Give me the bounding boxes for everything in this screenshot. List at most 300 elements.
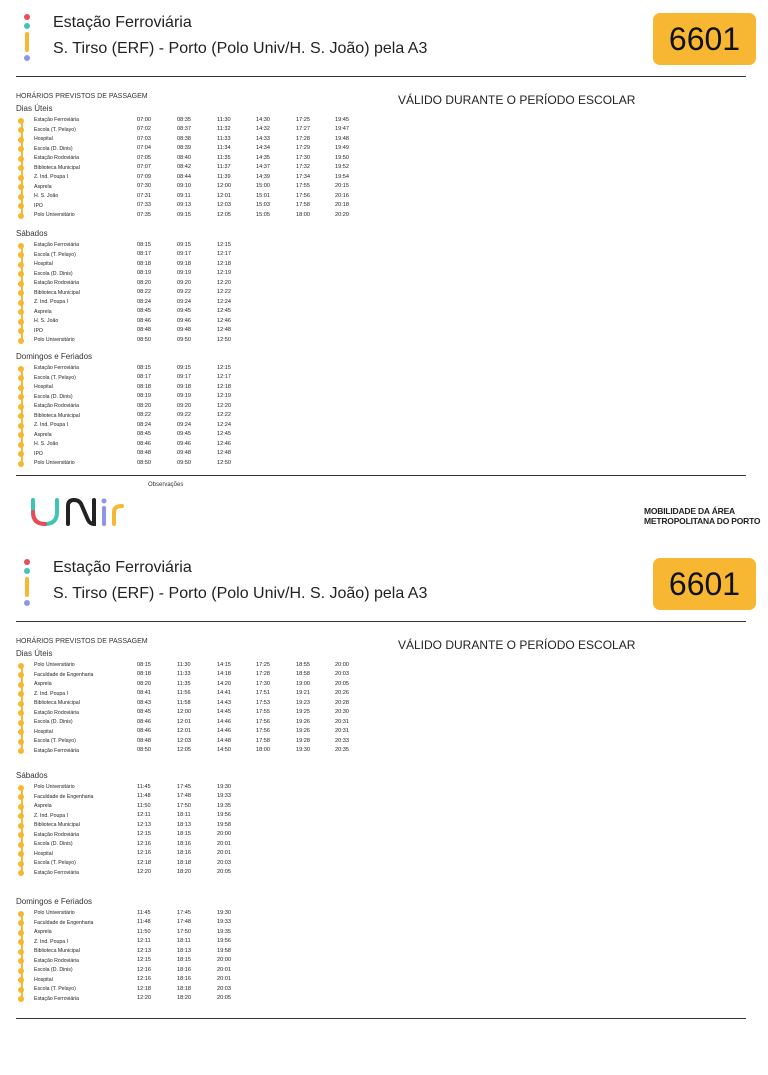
departure-time: 12:22 bbox=[217, 412, 231, 418]
schedule-row bbox=[16, 840, 416, 850]
departure-time: 12:19 bbox=[217, 270, 231, 276]
departure-time: 19:30 bbox=[296, 747, 310, 753]
stop-marker-icon bbox=[18, 842, 24, 848]
departure-time: 12:00 bbox=[217, 183, 231, 189]
section-domingos-feriados bbox=[16, 352, 416, 469]
departure-time: 14:45 bbox=[217, 709, 231, 715]
departure-time: 14:18 bbox=[217, 671, 231, 677]
departure-time: 19:00 bbox=[296, 680, 310, 687]
departure-time: 17:45 bbox=[177, 783, 191, 790]
departure-time: 17:48 bbox=[177, 919, 191, 925]
schedule-rows bbox=[16, 909, 416, 1004]
stop-marker-icon bbox=[18, 739, 24, 745]
stop-marker-icon bbox=[18, 720, 24, 726]
schedule-row bbox=[16, 909, 416, 919]
departure-time: 07:00 bbox=[137, 116, 151, 123]
departure-time: 14:20 bbox=[217, 680, 231, 687]
stop-marker-icon bbox=[18, 804, 24, 810]
departure-time: 20:05 bbox=[217, 995, 231, 1001]
stop-marker-icon bbox=[18, 785, 24, 791]
departure-time: 07:31 bbox=[137, 192, 151, 199]
route-line-logo-icon bbox=[22, 559, 32, 609]
departure-time: 14:15 bbox=[217, 661, 231, 668]
departure-time: 12:45 bbox=[217, 431, 231, 437]
stop-marker-icon bbox=[18, 461, 24, 467]
header-divider bbox=[16, 621, 746, 622]
departure-time: 17:50 bbox=[177, 802, 191, 809]
departure-time: 20:35 bbox=[335, 747, 349, 753]
schedule-row bbox=[16, 135, 416, 145]
departure-time: 12:24 bbox=[217, 421, 231, 428]
schedule-row bbox=[16, 661, 416, 671]
departure-time: 19:23 bbox=[296, 699, 310, 706]
departure-time: 12:13 bbox=[137, 947, 151, 954]
horarios-label: HORÁRIOS PREVISTOS DE PASSAGEM bbox=[16, 638, 148, 645]
departure-time: 17:50 bbox=[177, 928, 191, 935]
stop-marker-icon bbox=[18, 203, 24, 209]
departure-time: 19:28 bbox=[296, 737, 310, 744]
departure-time: 18:58 bbox=[296, 671, 310, 677]
departure-time: 08:48 bbox=[137, 327, 151, 333]
departure-time: 18:11 bbox=[177, 938, 191, 944]
departure-time: 12:03 bbox=[177, 737, 191, 744]
stop-name: Asprela bbox=[34, 929, 52, 935]
stop-title: Estação Ferroviária bbox=[53, 559, 192, 576]
departure-time: 17:25 bbox=[296, 116, 310, 123]
departure-time: 12:22 bbox=[217, 289, 231, 295]
stop-name: Biblioteca Municipal bbox=[34, 822, 80, 828]
departure-time: 08:42 bbox=[177, 164, 191, 170]
departure-time: 08:46 bbox=[137, 718, 151, 725]
stop-marker-icon bbox=[18, 949, 24, 955]
departure-time: 12:24 bbox=[217, 298, 231, 305]
departure-time: 19:26 bbox=[296, 728, 310, 734]
stop-name: Escola (T. Pelayo) bbox=[34, 126, 76, 133]
schedule-row bbox=[16, 821, 416, 831]
departure-time: 07:09 bbox=[137, 173, 151, 180]
departure-time: 17:56 bbox=[256, 718, 270, 725]
stop-marker-icon bbox=[18, 271, 24, 277]
departure-time: 20:15 bbox=[335, 183, 349, 189]
stop-name: Polo Universitário bbox=[34, 460, 75, 466]
schedule-row bbox=[16, 336, 416, 346]
stop-marker-icon bbox=[18, 968, 24, 974]
departure-time: 08:44 bbox=[177, 173, 191, 180]
departure-time: 20:20 bbox=[335, 211, 349, 218]
stop-name: Escola (T. Pelayo) bbox=[34, 251, 76, 258]
departure-time: 12:48 bbox=[217, 327, 231, 333]
stop-marker-icon bbox=[18, 165, 24, 171]
route-title: S. Tirso (ERF) - Porto (Polo Univ/H. S. João) pela A3 bbox=[53, 40, 428, 57]
departure-time: 20:03 bbox=[217, 859, 231, 866]
stop-marker-icon bbox=[18, 394, 24, 400]
section-dias-uteis bbox=[16, 104, 416, 221]
schedule-row bbox=[16, 440, 416, 450]
departure-time: 09:11 bbox=[177, 192, 191, 199]
departure-time: 20:26 bbox=[335, 690, 349, 696]
schedule-row bbox=[16, 116, 416, 126]
stop-marker-icon bbox=[18, 451, 24, 457]
departure-time: 18:16 bbox=[177, 976, 191, 982]
stop-name: Estação Ferroviária bbox=[34, 747, 79, 754]
departure-time: 17:56 bbox=[296, 192, 310, 199]
unir-logo bbox=[28, 492, 128, 537]
stop-marker-icon bbox=[18, 861, 24, 867]
departure-time: 08:20 bbox=[137, 680, 151, 687]
departure-time: 14:35 bbox=[256, 154, 270, 161]
departure-time: 09:15 bbox=[177, 364, 191, 371]
departure-time: 09:45 bbox=[177, 308, 191, 314]
schedule-row bbox=[16, 260, 416, 270]
departure-time: 09:46 bbox=[177, 317, 191, 324]
stop-marker-icon bbox=[18, 823, 24, 829]
departure-time: 18:11 bbox=[177, 812, 191, 818]
departure-time: 20:01 bbox=[217, 840, 231, 847]
schedule-row bbox=[16, 211, 416, 221]
departure-time: 20:01 bbox=[217, 966, 231, 973]
stop-marker-icon bbox=[18, 146, 24, 152]
departure-time: 12:15 bbox=[217, 364, 231, 371]
departure-time: 20:31 bbox=[335, 728, 349, 734]
stop-name: Asprela bbox=[34, 681, 52, 687]
schedule-row bbox=[16, 183, 416, 193]
departure-time: 08:48 bbox=[137, 450, 151, 456]
stop-name: Escola (T. Pelayo) bbox=[34, 374, 76, 381]
schedule-row bbox=[16, 450, 416, 460]
stop-marker-icon bbox=[18, 794, 24, 800]
departure-time: 11:30 bbox=[217, 116, 231, 123]
stop-marker-icon bbox=[18, 710, 24, 716]
departure-time: 12:50 bbox=[217, 336, 231, 343]
departure-time: 09:20 bbox=[177, 279, 191, 286]
departure-time: 19:58 bbox=[217, 821, 231, 828]
stop-name: Estação Rodoviária bbox=[34, 957, 79, 964]
departure-time: 07:02 bbox=[137, 126, 151, 132]
departure-time: 08:22 bbox=[137, 412, 151, 418]
departure-time: 17:30 bbox=[296, 154, 310, 161]
departure-time: 11:30 bbox=[177, 661, 191, 668]
departure-time: 08:40 bbox=[177, 154, 191, 161]
departure-time: 20:16 bbox=[335, 192, 349, 199]
departure-time: 17:34 bbox=[296, 173, 310, 180]
section-title: Domingos e Feriados bbox=[16, 897, 93, 906]
stop-name: Escola (D. Dinis) bbox=[34, 719, 73, 725]
departure-time: 12:16 bbox=[137, 976, 151, 982]
stop-marker-icon bbox=[18, 832, 24, 838]
stop-name: Hospital bbox=[34, 976, 53, 983]
departure-time: 17:25 bbox=[256, 661, 270, 668]
departure-time: 12:13 bbox=[137, 821, 151, 828]
stop-name: Z. Ind. Poupa I bbox=[34, 812, 69, 819]
departure-time: 18:18 bbox=[177, 985, 191, 992]
departure-time: 14:46 bbox=[217, 728, 231, 734]
departure-time: 07:30 bbox=[137, 183, 151, 189]
departure-time: 08:35 bbox=[177, 116, 191, 123]
departure-time: 20:33 bbox=[335, 737, 349, 744]
stop-marker-icon bbox=[18, 851, 24, 857]
departure-time: 14:48 bbox=[217, 737, 231, 744]
validity-label: VÁLIDO DURANTE O PERÍODO ESCOLAR bbox=[398, 93, 636, 107]
departure-time: 12:46 bbox=[217, 317, 231, 324]
stop-marker-icon bbox=[18, 319, 24, 325]
departure-time: 09:19 bbox=[177, 393, 191, 399]
departure-time: 09:17 bbox=[177, 251, 191, 257]
schedule-row bbox=[16, 145, 416, 155]
departure-time: 17:48 bbox=[177, 793, 191, 799]
schedule-row bbox=[16, 718, 416, 728]
stop-name: IPO bbox=[34, 450, 43, 457]
departure-time: 09:22 bbox=[177, 289, 191, 295]
departure-time: 12:03 bbox=[217, 202, 231, 208]
departure-time: 14:33 bbox=[256, 135, 270, 142]
departure-time: 08:46 bbox=[137, 440, 151, 447]
departure-time: 20:05 bbox=[335, 680, 349, 687]
departure-time: 09:50 bbox=[177, 336, 191, 343]
schedule-row bbox=[16, 995, 416, 1005]
departure-time: 09:18 bbox=[177, 260, 191, 267]
departure-time: 12:18 bbox=[217, 383, 231, 390]
line-number-badge: 6601 bbox=[653, 558, 756, 610]
section-title: Dias Úteis bbox=[16, 649, 53, 658]
stop-marker-icon bbox=[18, 870, 24, 876]
departure-time: 15:00 bbox=[256, 183, 270, 189]
stop-name: Asprela bbox=[34, 803, 52, 809]
departure-time: 19:21 bbox=[296, 690, 310, 696]
departure-time: 19:26 bbox=[296, 718, 310, 725]
stop-marker-icon bbox=[18, 137, 24, 143]
stop-marker-icon bbox=[18, 404, 24, 410]
departure-time: 14:37 bbox=[256, 164, 270, 170]
schedule-row bbox=[16, 317, 416, 327]
amp-logo-text: MOBILIDADE DA ÁREA METROPOLITANA DO PORTO bbox=[644, 506, 761, 526]
schedule-row bbox=[16, 383, 416, 393]
departure-time: 20:28 bbox=[335, 699, 349, 706]
schedule-row bbox=[16, 680, 416, 690]
stop-name: Z. Ind. Poupa I bbox=[34, 422, 69, 428]
schedule-row bbox=[16, 783, 416, 793]
departure-time: 14:41 bbox=[217, 690, 231, 696]
schedule-row bbox=[16, 938, 416, 948]
schedule-row bbox=[16, 976, 416, 986]
stop-name: Estação Rodoviária bbox=[34, 403, 79, 409]
departure-time: 09:24 bbox=[177, 298, 191, 305]
departure-time: 08:19 bbox=[137, 270, 151, 276]
schedule-row bbox=[16, 270, 416, 280]
stop-marker-icon bbox=[18, 243, 24, 249]
departure-time: 19:50 bbox=[335, 154, 349, 161]
section-sabados bbox=[16, 771, 416, 878]
departure-time: 11:58 bbox=[177, 699, 191, 706]
section-title: Sábados bbox=[16, 771, 48, 780]
stop-name: Z. Ind. Poupa I bbox=[34, 174, 69, 180]
departure-time: 12:17 bbox=[217, 251, 231, 257]
departure-time: 12:18 bbox=[137, 985, 151, 992]
stop-name: Z. Ind. Poupa I bbox=[34, 299, 69, 305]
departure-time: 12:20 bbox=[137, 869, 151, 875]
departure-time: 17:32 bbox=[296, 164, 310, 170]
departure-time: 12:20 bbox=[217, 402, 231, 409]
departure-time: 09:20 bbox=[177, 402, 191, 409]
departure-time: 09:18 bbox=[177, 383, 191, 390]
schedule-row bbox=[16, 374, 416, 384]
stop-name: Estação Ferroviária bbox=[34, 242, 79, 248]
departure-time: 08:46 bbox=[137, 728, 151, 734]
schedule-row bbox=[16, 728, 416, 738]
departure-time: 08:50 bbox=[137, 336, 151, 343]
departure-time: 11:50 bbox=[137, 802, 151, 809]
stop-marker-icon bbox=[18, 338, 24, 344]
stop-marker-icon bbox=[18, 442, 24, 448]
departure-time: 09:15 bbox=[177, 241, 191, 248]
stop-name: Escola (T. Pelayo) bbox=[34, 738, 76, 744]
departure-time: 14:39 bbox=[256, 173, 270, 180]
departure-time: 08:38 bbox=[177, 135, 191, 142]
schedule-row bbox=[16, 279, 416, 289]
departure-time: 12:16 bbox=[137, 840, 151, 847]
departure-time: 12:19 bbox=[217, 393, 231, 399]
stop-marker-icon bbox=[18, 996, 24, 1002]
stop-name: Biblioteca Municipal bbox=[34, 948, 80, 954]
departure-time: 15:01 bbox=[256, 192, 270, 199]
stop-marker-icon bbox=[18, 987, 24, 993]
stop-name: Hospital bbox=[34, 384, 53, 390]
departure-time: 12:11 bbox=[137, 938, 151, 944]
departure-time: 11:32 bbox=[217, 126, 231, 132]
stop-name: Escola (D. Dinis) bbox=[34, 393, 73, 400]
departure-time: 17:27 bbox=[296, 126, 310, 132]
departure-time: 08:19 bbox=[137, 393, 151, 399]
stop-marker-icon bbox=[18, 194, 24, 200]
stop-marker-icon bbox=[18, 184, 24, 190]
stop-name: Faculdade de Engenharia bbox=[34, 919, 94, 926]
stop-marker-icon bbox=[18, 813, 24, 819]
departure-time: 14:30 bbox=[256, 116, 270, 123]
stop-name: Biblioteca Municipal bbox=[34, 412, 80, 419]
departure-time: 12:18 bbox=[137, 859, 151, 866]
section-dias-uteis bbox=[16, 649, 416, 756]
schedule-row bbox=[16, 192, 416, 202]
departure-time: 08:17 bbox=[137, 251, 151, 257]
departure-time: 19:56 bbox=[217, 938, 231, 944]
schedule-row bbox=[16, 859, 416, 869]
stop-marker-icon bbox=[18, 252, 24, 258]
schedule-row bbox=[16, 793, 416, 803]
departure-time: 18:00 bbox=[296, 211, 310, 218]
stop-name: Polo Universitário bbox=[34, 337, 75, 343]
stop-marker-icon bbox=[18, 682, 24, 688]
departure-time: 18:13 bbox=[177, 947, 191, 954]
departure-time: 19:30 bbox=[217, 783, 231, 790]
departure-time: 11:34 bbox=[217, 145, 231, 151]
schedule-row bbox=[16, 241, 416, 251]
stop-name: Estação Rodoviária bbox=[34, 831, 79, 838]
departure-time: 18:16 bbox=[177, 850, 191, 856]
departure-time: 19:47 bbox=[335, 126, 349, 132]
departure-time: 12:15 bbox=[217, 241, 231, 248]
schedule-row bbox=[16, 957, 416, 967]
schedule-row bbox=[16, 154, 416, 164]
departure-time: 14:46 bbox=[217, 718, 231, 725]
departure-time: 20:00 bbox=[335, 661, 349, 668]
section-title: Dias Úteis bbox=[16, 104, 53, 113]
departure-time: 18:18 bbox=[177, 859, 191, 866]
departure-time: 12:50 bbox=[217, 459, 231, 466]
departure-time: 12:01 bbox=[177, 728, 191, 734]
schedule-row bbox=[16, 966, 416, 976]
stop-marker-icon bbox=[18, 729, 24, 735]
departure-time: 19:45 bbox=[335, 116, 349, 123]
departure-time: 18:55 bbox=[296, 661, 310, 668]
departure-time: 07:05 bbox=[137, 154, 151, 161]
departure-time: 17:55 bbox=[296, 183, 310, 189]
departure-time: 14:34 bbox=[256, 145, 270, 151]
departure-time: 17:45 bbox=[177, 909, 191, 916]
departure-time: 19:49 bbox=[335, 145, 349, 151]
stop-name: Asprela bbox=[34, 431, 52, 438]
departure-time: 08:45 bbox=[137, 308, 151, 314]
stop-marker-icon bbox=[18, 432, 24, 438]
schedule-row bbox=[16, 393, 416, 403]
departure-time: 17:29 bbox=[296, 145, 310, 151]
stop-name: Z. Ind. Poupa I bbox=[34, 690, 69, 697]
departure-time: 12:16 bbox=[137, 850, 151, 856]
departure-time: 11:37 bbox=[217, 164, 231, 170]
schedule-row bbox=[16, 747, 416, 757]
departure-time: 19:58 bbox=[217, 947, 231, 954]
stop-marker-icon bbox=[18, 672, 24, 678]
departure-time: 09:19 bbox=[177, 270, 191, 276]
schedule-row bbox=[16, 709, 416, 719]
schedule-row bbox=[16, 459, 416, 469]
departure-time: 19:52 bbox=[335, 164, 349, 170]
departure-time: 20:00 bbox=[217, 831, 231, 837]
departure-time: 07:04 bbox=[137, 145, 151, 151]
stop-name: Faculdade de Engenharia bbox=[34, 671, 94, 678]
section-sabados bbox=[16, 229, 416, 346]
departure-time: 20:00 bbox=[217, 957, 231, 963]
stop-title: Estação Ferroviária bbox=[53, 14, 192, 31]
stop-marker-icon bbox=[18, 920, 24, 926]
stop-marker-icon bbox=[18, 281, 24, 287]
departure-time: 12:45 bbox=[217, 308, 231, 314]
schedule-row bbox=[16, 364, 416, 374]
schedule-rows bbox=[16, 116, 416, 221]
departure-time: 09:10 bbox=[177, 183, 191, 189]
schedule-row bbox=[16, 690, 416, 700]
departure-time: 12:15 bbox=[137, 957, 151, 963]
stop-marker-icon bbox=[18, 262, 24, 268]
departure-time: 08:17 bbox=[137, 374, 151, 380]
stop-marker-icon bbox=[18, 213, 24, 219]
departure-time: 12:16 bbox=[137, 966, 151, 973]
stop-name: Faculdade de Engenharia bbox=[34, 793, 94, 800]
departure-time: 08:39 bbox=[177, 145, 191, 151]
schedule-row bbox=[16, 126, 416, 136]
departure-time: 11:35 bbox=[177, 680, 191, 687]
departure-time: 08:18 bbox=[137, 260, 151, 267]
departure-time: 12:46 bbox=[217, 440, 231, 447]
schedule-row bbox=[16, 850, 416, 860]
departure-time: 19:33 bbox=[217, 793, 231, 799]
departure-time: 18:16 bbox=[177, 840, 191, 847]
departure-time: 18:00 bbox=[256, 747, 270, 753]
departure-time: 12:05 bbox=[177, 747, 191, 753]
stop-marker-icon bbox=[18, 663, 24, 669]
departure-time: 09:50 bbox=[177, 459, 191, 466]
section-title: Sábados bbox=[16, 229, 48, 238]
departure-time: 09:17 bbox=[177, 374, 191, 380]
departure-time: 20:01 bbox=[217, 850, 231, 856]
